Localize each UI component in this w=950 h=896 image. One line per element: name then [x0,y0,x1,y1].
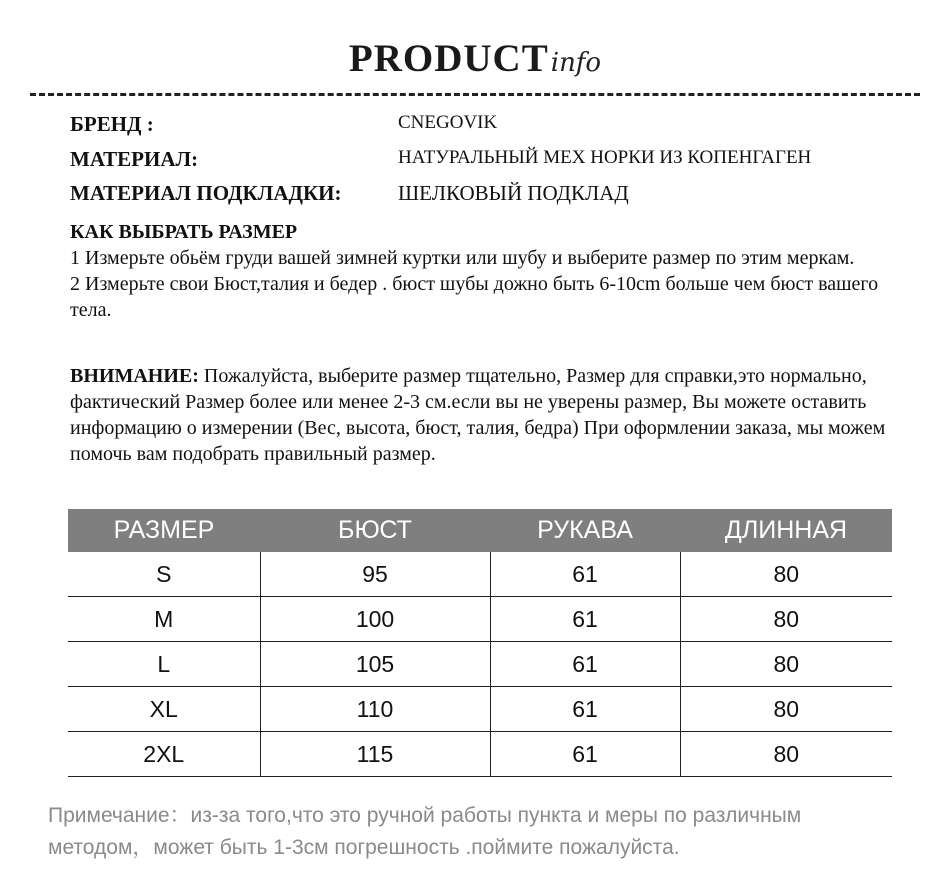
spec-row-material [70,147,910,175]
how-to-step-1: 1 Измерьте обьём груди вашей зимней куртки или шубу и выберите размер по этим меркам. [70,247,855,269]
size-table [68,509,892,777]
sleeve-cell: 61 [490,732,680,777]
column-header-length: ДЛИННАЯ [680,509,892,552]
how-to-choose-section [70,219,900,323]
size-cell: S [68,552,260,597]
spec-value: ШЕЛКОВЫЙ ПОДКЛАД [398,181,629,205]
length-cell: 80 [680,642,892,687]
spec-value: НАТУРАЛЬНЫЙ МЕХ НОРКИ ИЗ КОПЕНГАГЕН [398,147,812,168]
spec-row-brand [70,112,910,140]
spec-key: БРЕНД : [70,112,154,136]
bust-cell: 100 [260,597,490,642]
table-row [68,552,892,597]
how-to-heading: КАК ВЫБРАТЬ РАЗМЕР [70,221,298,243]
sleeve-cell: 61 [490,552,680,597]
size-cell: XL [68,687,260,732]
sleeve-cell: 61 [490,642,680,687]
table-row [68,597,892,642]
spec-row-lining [70,181,910,209]
bust-cell: 115 [260,732,490,777]
column-header-sleeve: РУКАВА [490,509,680,552]
size-cell: L [68,642,260,687]
attention-label: ВНИМАНИЕ: [70,365,199,387]
length-cell: 80 [680,687,892,732]
length-cell: 80 [680,732,892,777]
size-cell: M [68,597,260,642]
bust-cell: 95 [260,552,490,597]
spec-key: МАТЕРИАЛ ПОДКЛАДКИ: [70,181,342,205]
column-header-bust: БЮСТ [260,509,490,552]
sleeve-cell: 61 [490,687,680,732]
table-row [68,687,892,732]
attention-text: Пожалуйста, выберите размер тщательно, Размер для справки,это нормально, фактический Размер более или менее 2-3 см.если вы не уверены размер, Вы можете оставить информацию о измерении (Вес, высота, бюст, талия, бедра) При оформлении заказа, мы можем помочь вам подобрать правильный размер. [70,365,886,465]
product-title: PRODUCT [348,37,549,80]
how-to-step-2: 2 Измерьте свои Бюст,талия и бедер . бюст шубы дожно быть 6-10cm больше чем бюст вашего тела. [70,273,879,321]
info-script-text: info [550,48,602,78]
spec-key: МАТЕРИАЛ: [70,147,199,171]
length-cell: 80 [680,552,892,597]
footnote [48,800,928,864]
dashed-divider [30,93,920,96]
footnote-line-2: методом，может быть 1-3см погрешность .поймите пожалуйста. [48,836,680,859]
bust-cell: 105 [260,642,490,687]
sleeve-cell: 61 [490,597,680,642]
size-table-header [68,509,892,552]
product-info-header [0,36,950,86]
table-row [68,642,892,687]
footnote-line-1: Примечание：из-за того,что это ручной работы пункта и меры по различным [48,804,802,827]
bust-cell: 110 [260,687,490,732]
length-cell: 80 [680,597,892,642]
size-cell: 2XL [68,732,260,777]
attention-section [70,363,900,467]
table-row [68,732,892,777]
spec-value: CNEGOVIK [398,112,498,133]
column-header-size: РАЗМЕР [68,509,260,552]
